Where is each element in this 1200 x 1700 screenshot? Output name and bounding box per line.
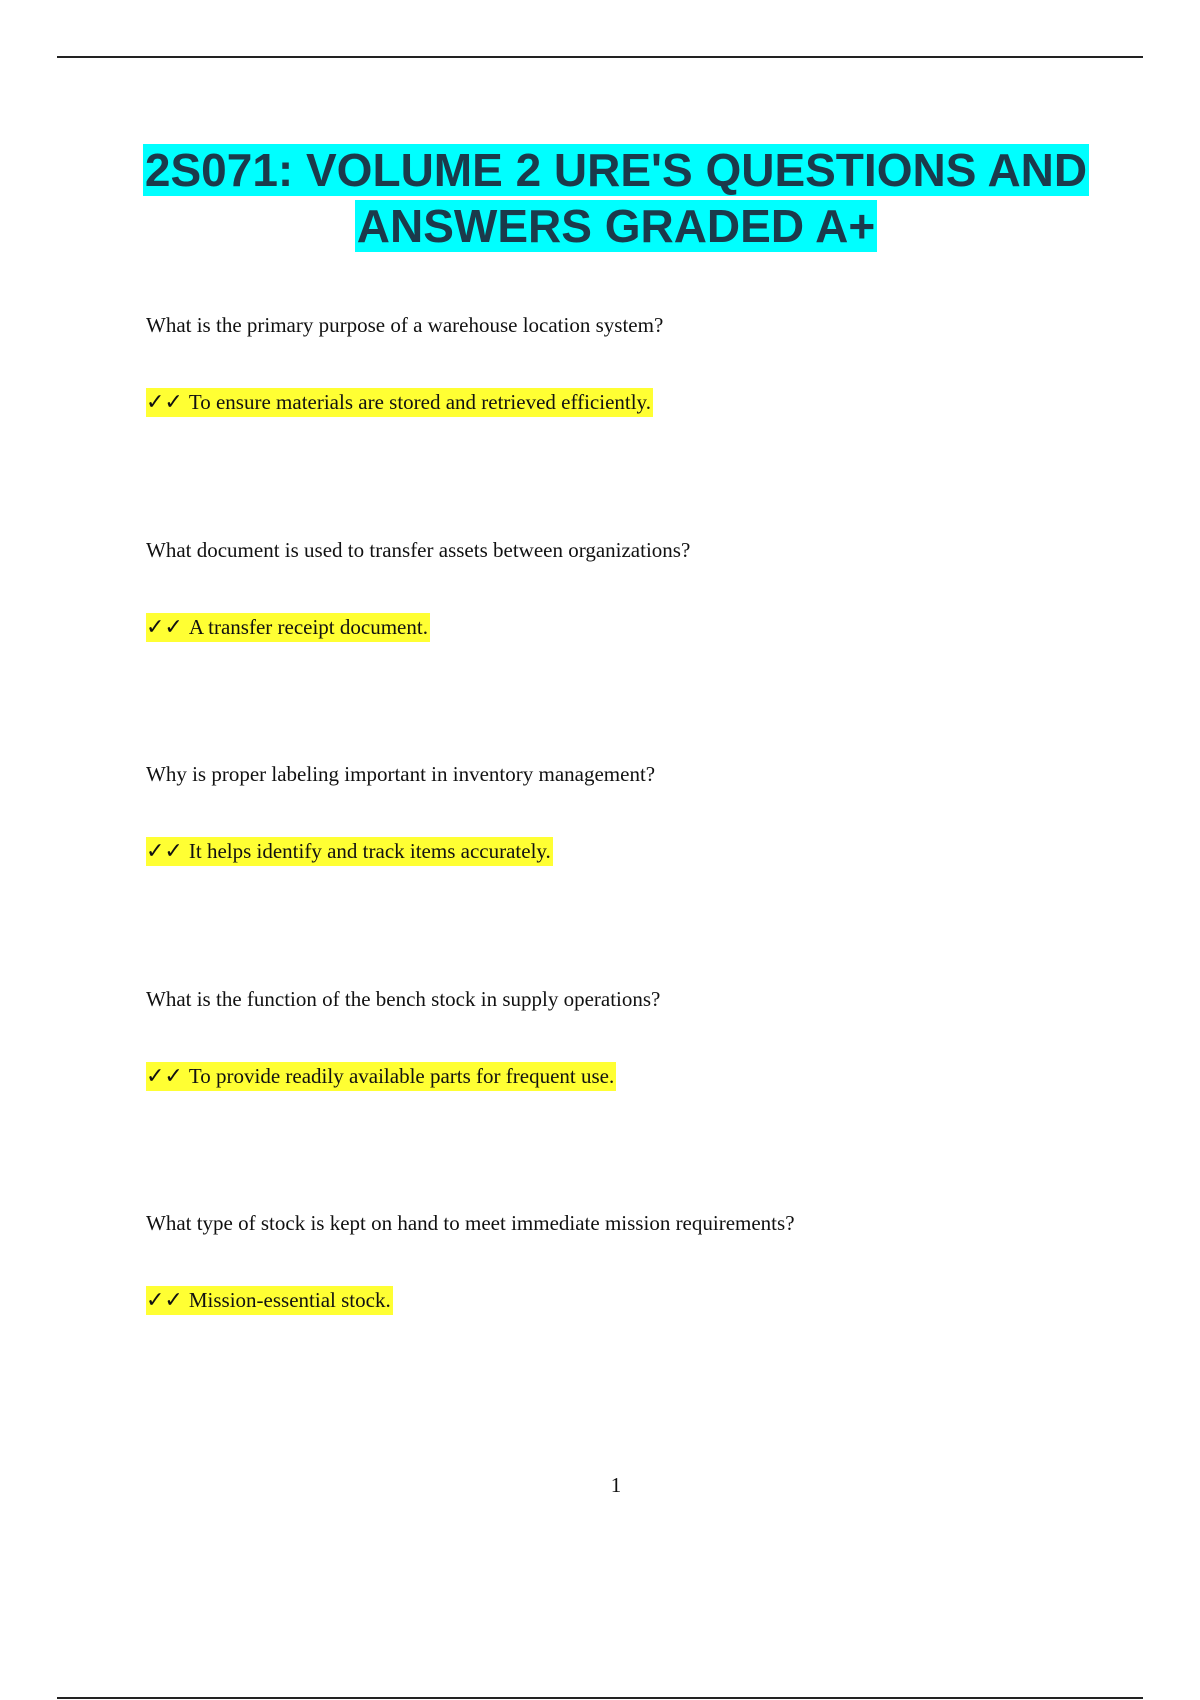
page-number: 1 xyxy=(610,1473,622,1497)
answer-highlight xyxy=(146,1286,393,1315)
double-check-icon: ✓✓ xyxy=(146,1064,183,1089)
question-text: Why is proper labeling important in inventory management? xyxy=(146,762,656,786)
question-text: What is the primary purpose of a warehouse location system? xyxy=(146,313,664,337)
answer-text: To ensure materials are stored and retrieved efficiently. xyxy=(188,390,651,414)
document-title: 2S071: VOLUME 2 URE'S QUESTIONS AND ANSWERS GRADED A+ xyxy=(144,144,1088,252)
title-block xyxy=(100,142,1132,254)
footer-rule xyxy=(57,1697,1143,1699)
answer-highlight xyxy=(146,1062,616,1091)
answer-text: It helps identify and track items accurately. xyxy=(188,839,551,863)
answer-text: Mission-essential stock. xyxy=(188,1288,391,1312)
double-check-icon: ✓✓ xyxy=(146,390,183,415)
answer-text: To provide readily available parts for frequent use. xyxy=(188,1064,615,1088)
answer-highlight xyxy=(146,837,553,866)
question-text: What is the function of the bench stock in supply operations? xyxy=(146,987,661,1011)
question-text: What document is used to transfer assets between organizations? xyxy=(146,538,691,562)
double-check-icon: ✓✓ xyxy=(146,615,183,640)
answer-text: A transfer receipt document. xyxy=(188,615,428,639)
header-rule xyxy=(57,56,1143,58)
answer-highlight xyxy=(146,388,653,417)
answer-highlight xyxy=(146,613,430,642)
double-check-icon: ✓✓ xyxy=(146,839,183,864)
double-check-icon: ✓✓ xyxy=(146,1288,183,1313)
question-text: What type of stock is kept on hand to meet immediate mission requirements? xyxy=(146,1211,795,1235)
